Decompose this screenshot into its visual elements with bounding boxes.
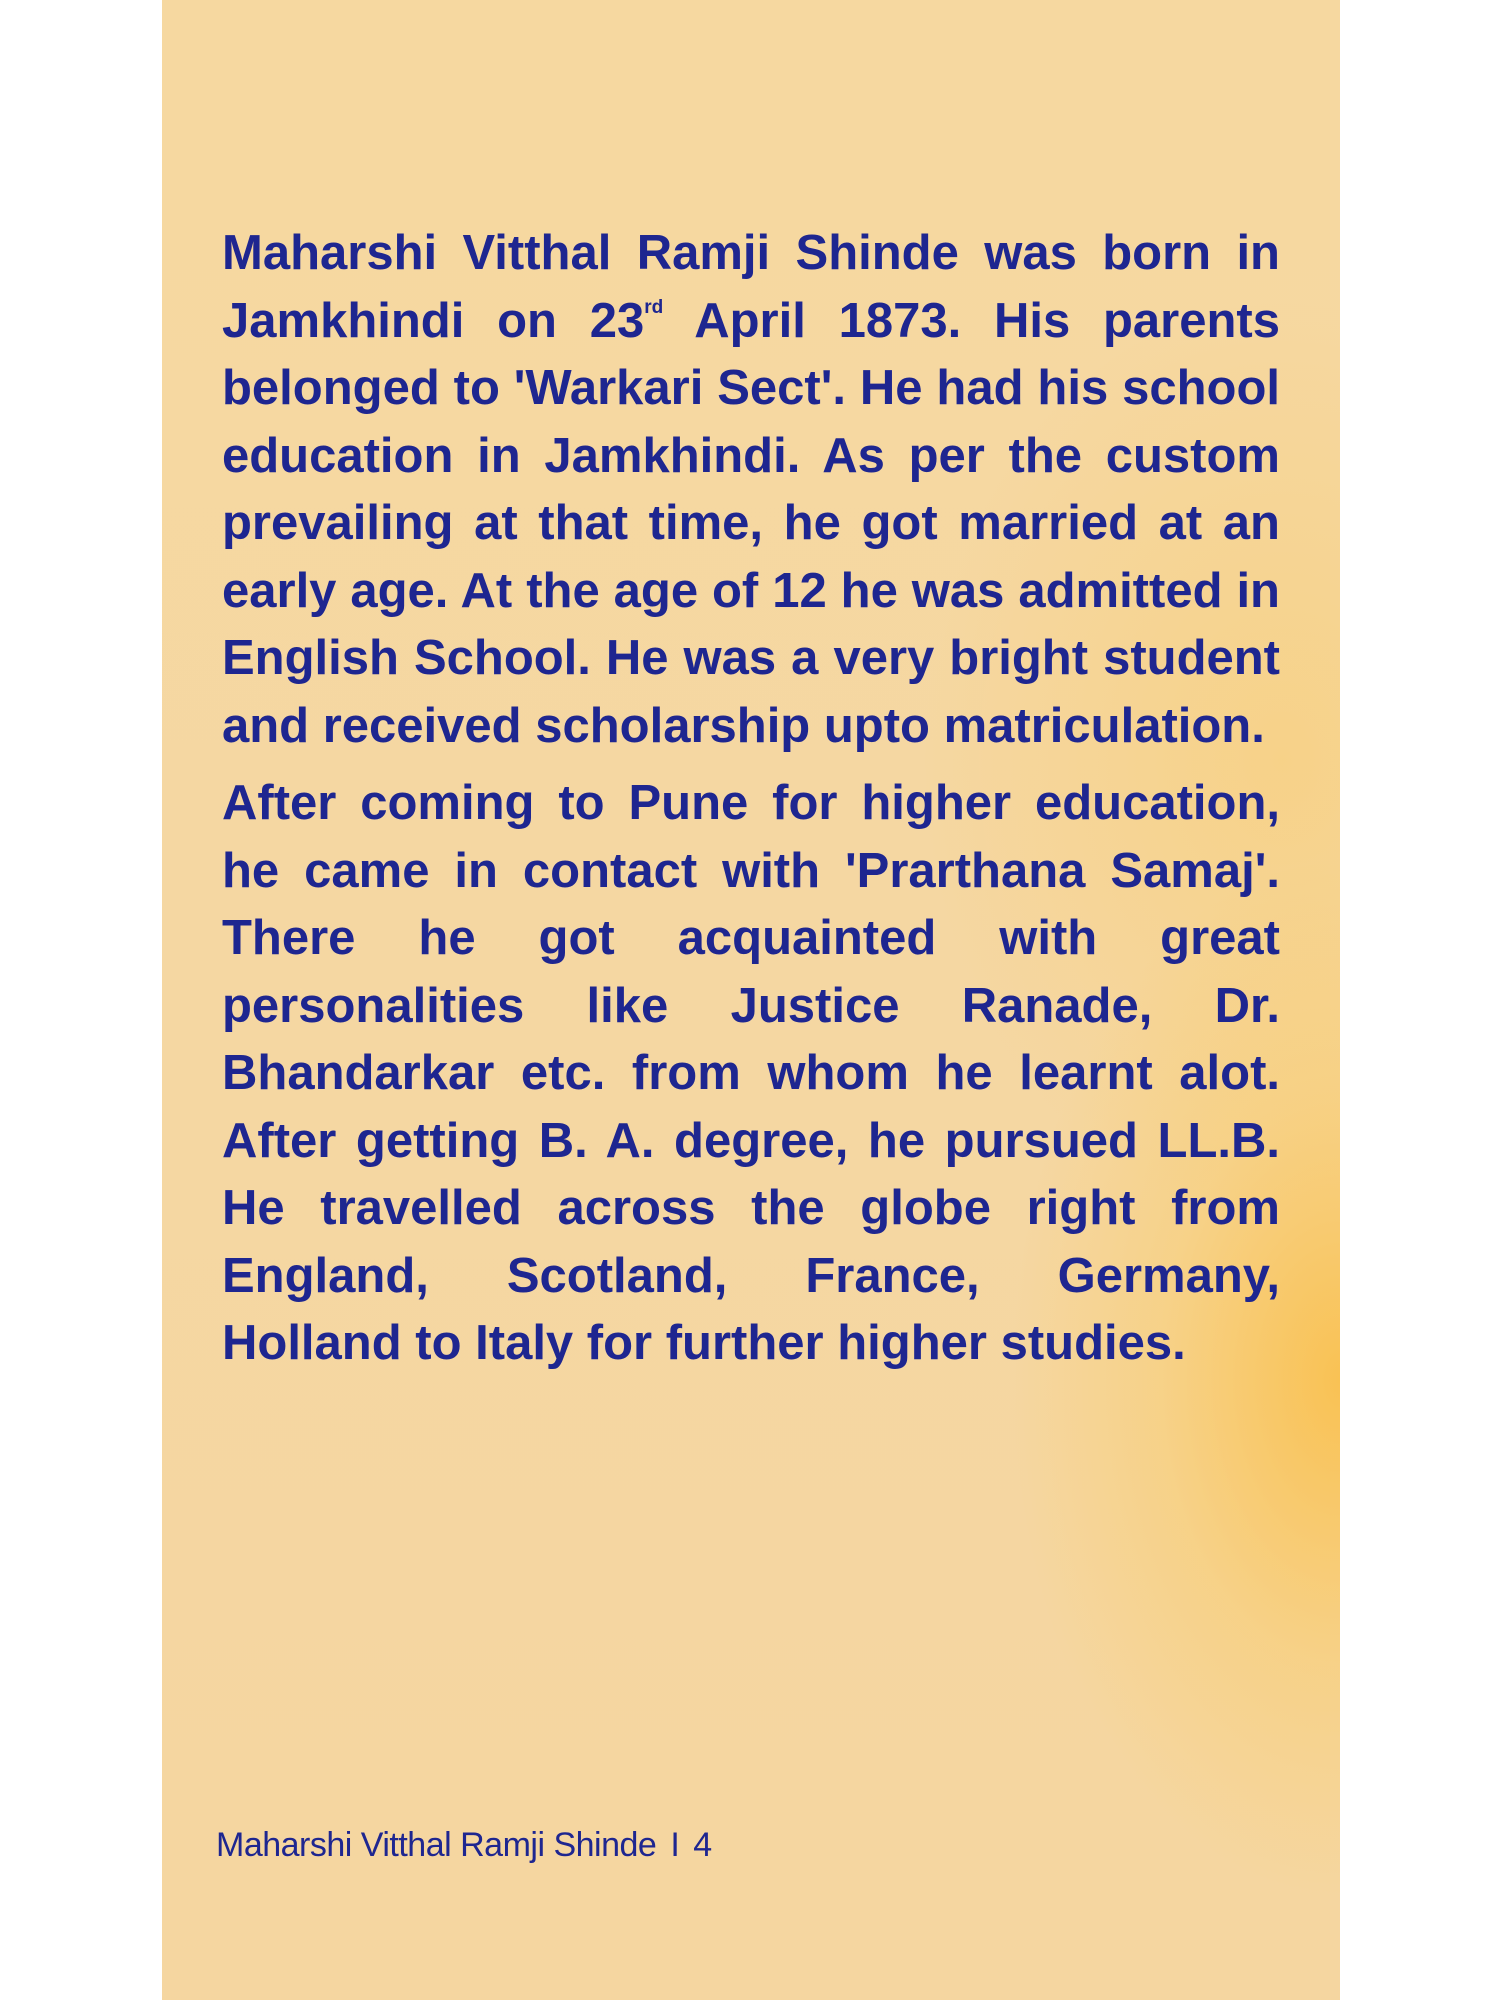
- page-footer: [216, 1826, 712, 1865]
- running-title: Maharshi Vitthal Ramji Shinde: [216, 1826, 657, 1864]
- paragraph-1-lead: Maharshi Vitthal Ramji Shinde was born in Jamkhindi on 23: [222, 226, 1280, 348]
- book-page: [162, 0, 1340, 2000]
- paragraph-1-rest: April 1873. His parents belonged to 'Warkari Sect'. He had his school education in Jamkhindi. As per the custom prevailing at that time, he got married at an early age. At the age of 12 he was admitted in English School. He was a very bright student and received scholarship upto matriculation.: [222, 293, 1280, 753]
- date-ordinal-superscript: rd: [644, 296, 664, 318]
- page-number: 4: [693, 1826, 712, 1864]
- paragraph-1: [222, 220, 1280, 760]
- paragraph-2: After coming to Pune for higher education, he came in contact with 'Prarthana Samaj'. There he got acquainted with great personalities like Justice Ranade, Dr. Bhandarkar etc. from whom he learnt alot. After getting B. A. degree, he pursued LL.B. He travelled across the globe right from England, Scotland, France, Germany, Holland to Italy for further higher studies.: [222, 776, 1280, 1370]
- footer-separator: I: [670, 1826, 680, 1864]
- body-text: [222, 220, 1280, 1378]
